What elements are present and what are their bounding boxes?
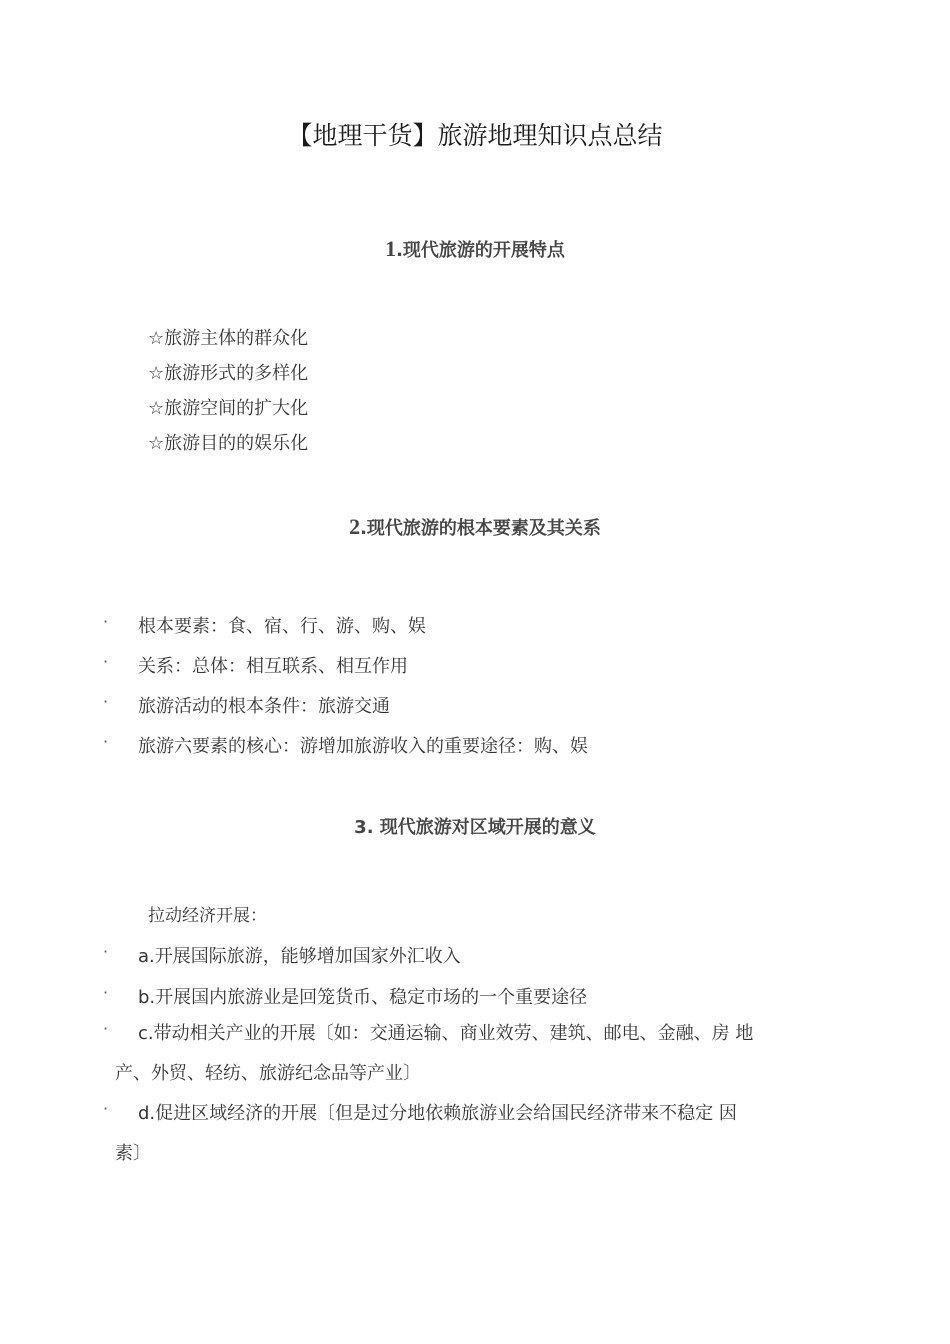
list-item-continuation: 素〕 [115,1143,151,1164]
list-item-text: 根本要素：食、宿、行、游、购、娱 [138,616,426,637]
feature-item: ☆旅游空间的扩大化 [148,398,309,419]
feature-item: ☆旅游目的的娱乐化 [148,433,309,454]
list-item-text: d.促进区域经济的开展〔但是过分地依赖旅游业会给国民经济带来不稳定 因 [138,1103,737,1124]
bullet-icon: · [103,983,109,1002]
bullet-icon: · [103,942,109,961]
section-2-heading [0,514,950,540]
list-item-text: a.开展国际旅游，能够增加国家外汇收入 [138,946,461,967]
bullet-icon: · [103,1099,109,1118]
list-item-text: 关系：总体：相互联系、相互作用 [138,656,408,677]
bullet-icon: · [103,692,109,711]
list-item-text: c.带动相关产业的开展〔如：交通运输、商业效劳、建筑、邮电、金融、房 地 [138,1023,754,1044]
bullet-icon: · [103,1019,109,1038]
feature-item: ☆旅游形式的多样化 [148,363,309,384]
list-item-continuation: 产、外贸、轻纺、旅游纪念品等产业〕 [115,1063,421,1084]
section-1-heading [0,236,950,262]
bullet-icon: · [103,732,109,751]
list-item-text: 旅游六要素的核心：游增加旅游收入的重要途径：购、娱 [138,736,588,757]
list-item-text: 旅游活动的根本条件：旅游交通 [138,696,390,717]
bullet-icon: · [103,612,109,631]
section-1-number: 1 [385,236,397,261]
list-item-text: b.开展国内旅游业是回笼货币、稳定市场的一个重要途径 [138,987,588,1008]
document-title: 【地理干货】旅游地理知识点总结 [287,121,663,150]
bullet-icon: · [103,652,109,671]
section-2-heading-text: .现代旅游的根本要素及其关系 [360,518,601,539]
section-2-number: 2 [349,514,361,539]
section-3-intro: 拉动经济开展： [148,906,267,926]
section-1-heading-text: .现代旅游的开展特点 [396,240,565,261]
section-3-heading: 3. 现代旅游对区域开展的意义 [354,817,596,838]
feature-item: ☆旅游主体的群众化 [148,328,309,349]
